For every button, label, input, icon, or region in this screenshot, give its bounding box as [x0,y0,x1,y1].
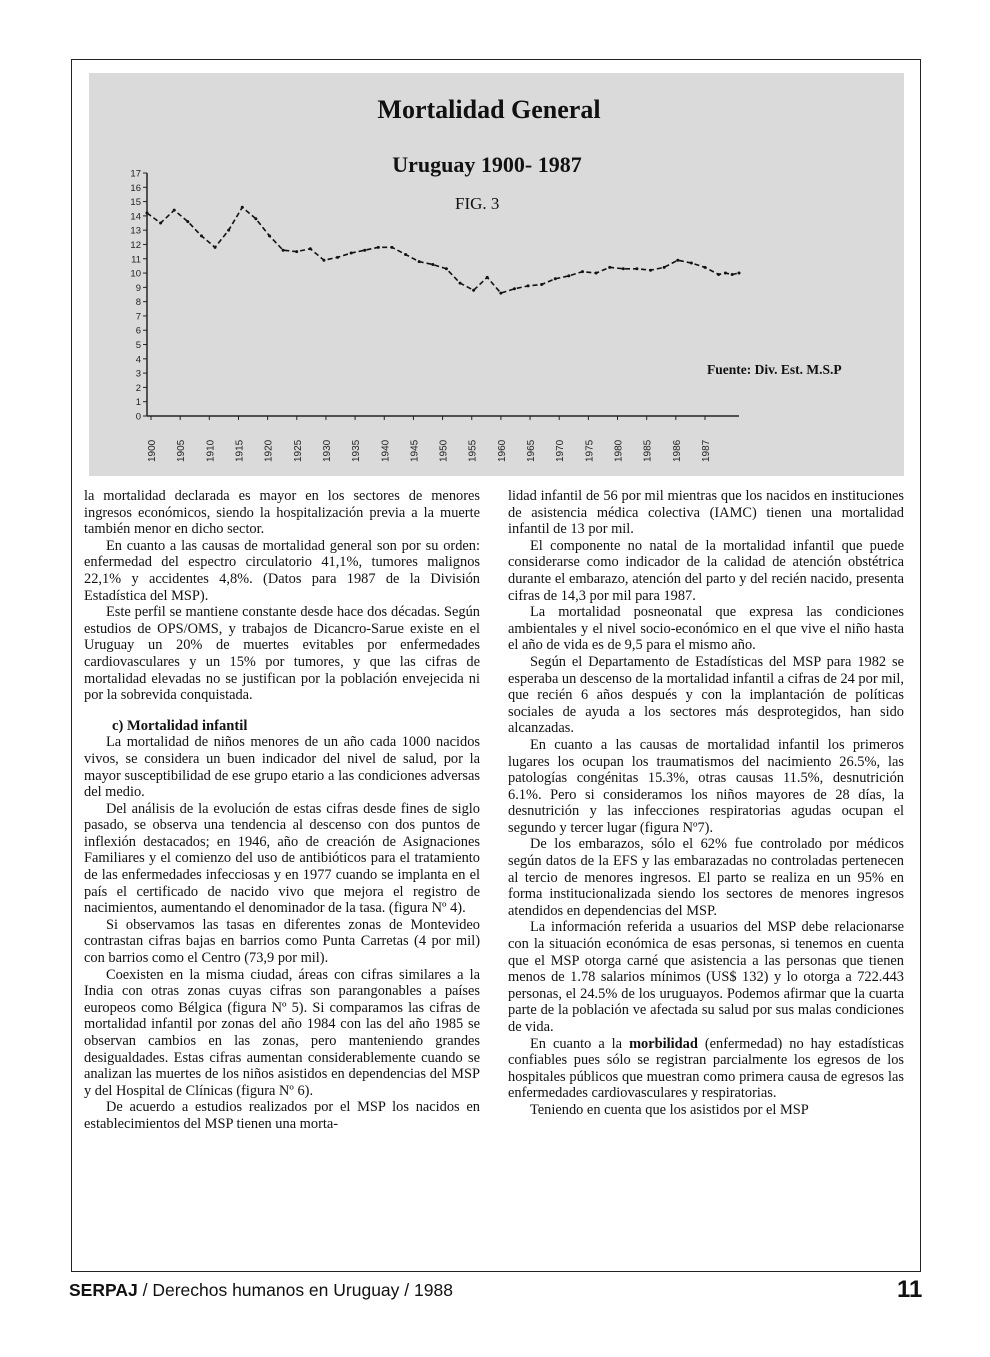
data-point [703,266,706,269]
x-tick-label: 1905 [176,439,188,462]
x-tick-label: 1915 [234,439,246,462]
data-point [513,287,516,290]
data-point [363,249,366,252]
figure-label: FIG. 3 [455,194,500,213]
chart-title: Mortalidad General [377,95,601,124]
x-tick-label: 1987 [701,439,712,462]
data-point [146,212,149,215]
x-tick-label: 1985 [642,439,654,462]
x-tick-label: 1945 [409,439,421,462]
chart-source-note: Fuente: Div. Est. M.S.P [707,362,842,377]
data-point [581,270,584,273]
text-run: En cuanto a la [530,1035,630,1052]
y-tick-label: 5 [135,340,141,352]
y-axis-ticks [130,169,147,423]
data-point [676,259,679,262]
paragraph: Coexisten en la misma ciudad, áreas con cifras similares a la India con otras zonas cuyas cifras son parangonables a países europeos como Bélgica (figura Nº 5). Si comparamos las cifras de mortalidad infantil por zonas del año 1984 con las del año 1985 se observan cambios en las zonas, pero manteniendo grandes desigualdades. Estas cifras aumentan considerablemente cuando se analizan las muertes de los niños asistidos en dependencias del MSP y del Hospital de Clínicas (figura Nº 6). [84,966,480,1099]
x-tick-label: 1910 [205,439,217,462]
data-point [241,206,244,209]
x-tick-label: 1940 [380,439,392,462]
y-tick-label: 14 [130,211,141,223]
data-point [186,220,189,223]
data-point [567,274,570,277]
y-tick-label: 16 [130,182,141,194]
text-run: (enfermedad) no hay estadísticas confiables pues sólo se registran parcialmente los egresos de los hospitales públicos que muestran como primera causa de egresos las enfermedades cardiovasculares y respiratorias. [508,1035,904,1102]
y-tick-label: 13 [130,225,141,237]
paragraph: El componente no natal de la mortalidad infantil que puede considerarse como indicador de la calidad de atención obstétrica durante el embarazo, atención del parto y del recién nacido, presenta cifras de 14,3 por mil para 1987. [508,537,904,604]
data-point [595,272,598,275]
data-point [390,246,393,249]
y-tick-label: 1 [135,397,141,409]
data-point [608,266,611,269]
chart-series [146,206,741,295]
data-point [717,273,720,276]
data-point [459,282,462,285]
data-point [377,246,380,249]
footer-credit [69,1280,453,1301]
paragraph: La mortalidad de niños menores de un año cada 1000 nacidos vivos, se considera un buen indicador del nivel de salud, por la mayor susceptibilidad de ese grupo etario a las condiciones adversas del medio. [84,734,480,801]
data-point [254,217,257,220]
data-point [554,277,557,280]
x-tick-label: 1925 [292,439,304,462]
data-point [227,229,230,232]
paragraph [508,1036,904,1102]
data-point [731,273,734,276]
data-point [322,259,325,262]
y-tick-label: 4 [135,354,141,366]
data-point [214,246,217,249]
data-point [540,283,543,286]
y-tick-label: 6 [135,325,141,337]
data-point [268,234,271,237]
x-tick-label: 1900 [147,439,158,462]
y-tick-label: 9 [135,282,141,294]
data-point [724,272,727,275]
data-point [663,266,666,269]
paragraph: En cuanto a las causas de mortalidad general son por su orden: enfermedad del espectro circulatorio 41,1%, tumores malignos 22,1% y accidentes 4,8%. (Datos para 1987 de la División Estadística del MSP). [84,537,480,604]
x-tick-label: 1935 [351,439,363,462]
data-point [527,284,530,287]
y-tick-label: 2 [135,382,141,394]
chart-svg [89,73,904,476]
y-tick-label: 15 [130,197,141,209]
x-tick-label: 1970 [555,439,567,462]
data-point [472,289,475,292]
y-tick-label: 0 [135,411,141,423]
data-point [499,292,502,295]
paragraph: En cuanto a las causas de mortalidad infantil los primeros lugares los ocupan los traumatismos del nacimiento 26.5%, las patologías congénitas 15.3%, otras causas 11.5%, desnutrición 6.1%. Pero si consideramos los niños mayores de 28 días, la desnutrición y las infecciones respiratorias agudas ocupan el segundo y tercer lugar (figura Nº7). [508,736,904,836]
publisher-name: SERPAJ [69,1280,138,1300]
y-tick-label: 17 [130,168,141,180]
x-axis-ticks [147,416,712,462]
data-point [336,256,339,259]
paragraph: Del análisis de la evolución de estas cifras desde fines de siglo pasado, se observa una tendencia al descenso con dos puntos de inflexión destacados; en 1946, año de creación de Asignaciones Familiares y el comienzo del uso de antibióticos para el tratamiento de las enfermedades infecciosas y en 1977 cuando se implanta en el país el certificado de nacido vivo que mejora el registro de nacimientos, aumentando el denominador de la tasa. (figura Nº 4). [84,800,480,917]
data-point [350,252,353,255]
data-point [173,209,176,212]
data-point [622,267,625,270]
y-tick-label: 10 [130,268,141,280]
x-tick-label: 1986 [671,439,683,462]
data-point [404,253,407,256]
x-tick-label: 1980 [613,439,625,462]
data-point [309,247,312,250]
right-column [508,488,904,1119]
chart-axes [147,173,739,416]
chart-subtitle: Uruguay 1900- 1987 [392,152,582,177]
paragraph: Este perfil se mantiene constante desde hace dos décadas. Según estudios de OPS/OMS, y trabajos de Dicancro-Sarue existe en el Uruguay un 20% de muertes evitables por enfermedades cardiovasculares y un 15% por tumores, y que las cifras de mortalidad elevadas no se justifican por la población envejecida ni por la sobrevida conquistada. [84,604,480,704]
x-tick-label: 1965 [526,439,538,462]
data-point [486,276,489,279]
paragraph: lidad infantil de 56 por mil mientras que los nacidos en instituciones de asistencia médica colectiva (IAMC) tienen una mortalidad infantil de 13 por mil. [508,488,904,538]
x-tick-label: 1920 [263,439,275,462]
data-point [282,249,285,252]
data-point [738,272,741,275]
x-tick-label: 1975 [584,439,596,462]
data-point [690,262,693,265]
data-point [635,267,638,270]
paragraph: La mortalidad posneonatal que expresa las condiciones ambientales y el nivel socio-económico en el que vive el niño hasta el año de vida es de 9,5 para el mismo año. [508,604,904,654]
paragraph: Teniendo en cuenta que los asistidos por el MSP [530,1101,809,1118]
paragraph: Según el Departamento de Estadísticas del MSP para 1982 se esperaba un descenso de la mortalidad infantil a cifras de 24 por mil, que recién 6 años después y con la implantación de políticas sociales de ayuda a los sectores más desprotegidos, han sido alcanzadas. [508,653,905,737]
x-tick-label: 1960 [496,439,508,462]
data-point [418,260,421,263]
y-tick-label: 12 [130,239,141,251]
y-tick-label: 3 [135,368,141,380]
x-tick-label: 1950 [438,439,450,462]
page-number: 11 [897,1276,923,1303]
paragraph: Si observamos las tasas en diferentes zonas de Montevideo contrastan cifras bajas en barrios como Punta Carretas (4 por mil) con barrios como el Centro (73,9 por mil). [84,916,480,967]
paragraph: La información referida a usuarios del MSP debe relacionarse con la situación económica de esas personas, si tenemos en cuenta que el MSP otorga carné que asistencia a las personas que tienen menos de 1.78 salarios mínimos (US$ 132) y lo otorga a 722.443 personas, el 24.5% de los uruguayos. Podemos afirmar que la cuarta parte de la población ve afectada su salud por sus malas condiciones de vida. [508,919,904,1035]
y-tick-label: 8 [135,297,141,309]
y-tick-label: 11 [131,254,141,266]
y-tick-label: 7 [135,311,141,323]
data-point [200,234,203,237]
mortality-series-line [147,207,739,293]
publication-title: / Derechos humanos en Uruguay / 1988 [137,1280,453,1300]
bold-term: morbilidad [629,1035,698,1052]
data-point [431,263,434,266]
x-tick-label: 1930 [321,439,333,462]
data-point [159,222,162,225]
mortality-chart [89,73,904,476]
paragraph: la mortalidad declarada es mayor en los sectores de menores ingresos económicos, siendo la hospitalización previa a la muerte también menor en dicho sector. [84,488,480,538]
left-column [84,488,480,1133]
section-heading: c) Mortalidad infantil [112,717,248,734]
paragraph: De los embarazos, sólo el 62% fue controlado por médicos según datos de la EFS y las embarazadas no controladas pertenecen al tercio de menores ingresos. El parto se realiza en un 95% en forma institucionalizada siendo los sectores de menores ingresos atendidos en dependencias del MSP. [508,836,904,919]
data-point [649,269,652,272]
data-point [295,250,298,253]
paragraph: De acuerdo a estudios realizados por el MSP los nacidos en establecimientos del MSP tienen una morta- [84,1099,480,1132]
x-tick-label: 1955 [467,439,479,462]
data-point [445,267,448,270]
